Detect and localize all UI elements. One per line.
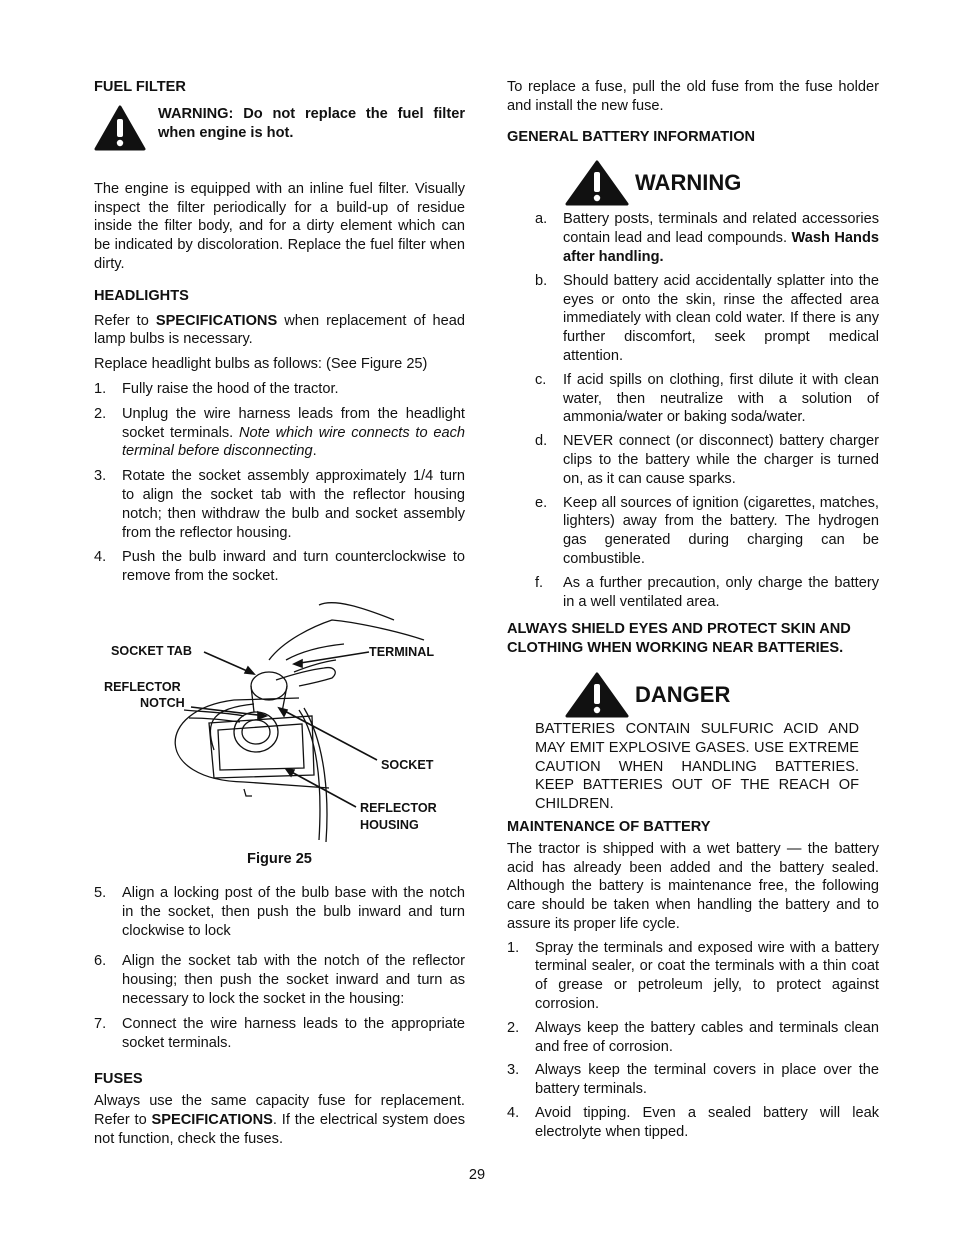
list-item: b. Should battery acid accidentally splatter into the eyes or onto the skin, rinse the affected area immediately with clean cold water. If there is any further discomfort, seek prompt medical attention. [535, 272, 879, 364]
headlights-heading: HEADLIGHTS [94, 287, 189, 304]
danger-banner-text: DANGER [635, 681, 731, 707]
headlights-refer: Refer to SPECIFICATIONS when replacement of head lamp bulbs is necessary. [94, 312, 465, 348]
list-item: 2. Unplug the wire harness leads from the headlight socket terminals. Note which wire connects to each terminal before disconnecting. [94, 405, 466, 460]
list-item: 1. Spray the terminals and exposed wire with a battery terminal sealer, or coat the terminals with a thin coat of grease or petroleum jelly, to protect against corrosion. [507, 939, 879, 1013]
fuses-heading: FUSES [94, 1071, 143, 1088]
fuses-body: Always use the same capacity fuse for replacement. Refer to SPECIFICATIONS. If the electrical system does not function, check the fuses. [94, 1093, 465, 1147]
label-reflector-housing-1: REFLECTOR [360, 800, 437, 815]
headlights-intro: Replace headlight bulbs as follows: (See Figure 25) [94, 356, 428, 373]
list-item: d. NEVER connect (or disconnect) battery charger clips to the battery while the charger is turned on, as it can cause sparks. [535, 433, 879, 487]
warning-triangle-icon [565, 160, 629, 206]
label-reflector-notch-1: REFLECTOR [104, 679, 181, 694]
label-reflector-housing-2: HOUSING [360, 817, 419, 832]
headlights-steps [94, 380, 465, 586]
list-item: 5. Align a locking post of the bulb base with the notch in the socket, then push the bulb inward and turn clockwise to lock [94, 884, 465, 939]
maintenance-heading: MAINTENANCE OF BATTERY [507, 818, 711, 835]
battery-info-heading: GENERAL BATTERY INFORMATION [507, 128, 756, 145]
fuel-filter-body: The engine is equipped with an inline fuel filter. Visually inspect the filter periodically for a build-up of residue inside the filter body, and for a dirty element which can be indicated by discoloration. Replace the fuel filter when dirty. [94, 180, 465, 272]
battery-warning-list [535, 210, 879, 611]
label-socket-tab: SOCKET TAB [111, 643, 192, 658]
list-item: 4. Push the bulb inward and turn counterclockwise to remove from the socket. [94, 549, 465, 585]
warning-banner [565, 160, 879, 206]
warning-triangle-icon [94, 105, 146, 151]
list-item: 7. Connect the wire harness leads to the appropriate socket terminals. [94, 1015, 465, 1051]
label-socket: SOCKET [381, 757, 434, 772]
label-terminal: TERMINAL [369, 644, 435, 659]
maintenance-intro: The tractor is shipped with a wet battery — the battery acid has already been added and the battery sealed. Although the battery is maintenance free, the following care should be taken when handling the battery and to assure its proper life cycle. [507, 840, 879, 932]
warning-banner-text: WARNING [635, 169, 742, 195]
list-item: f. As a further precaution, only charge the battery in a well ventilated area. [535, 574, 879, 610]
list-item: 2. Always keep the battery cables and terminals clean and free of corrosion. [507, 1019, 879, 1055]
fuel-filter-warning-text: WARNING: Do not replace the fuel filter when engine is hot. [158, 105, 465, 141]
list-item: a. Battery posts, terminals and related accessories contain lead and lead compounds. Wash Hands after handling. [535, 211, 879, 265]
headlights-steps-continued [94, 884, 465, 1052]
list-item: 1. Fully raise the hood of the tractor. [94, 380, 339, 397]
list-item: c. If acid spills on clothing, first dilute it with clean water, then neutralize with a solution of ammonia/water or baking soda/water. [535, 371, 879, 426]
list-item: 3. Rotate the socket assembly approximately 1/4 turn to align the socket tab with the reflector housing notch; then withdraw the bulb and socket assembly from the reflector housing. [94, 468, 465, 541]
figure-25 [94, 600, 465, 868]
label-reflector-notch-2: NOTCH [140, 695, 185, 710]
left-column [94, 78, 465, 1149]
danger-triangle-icon [565, 672, 629, 718]
always-shield-text: ALWAYS SHIELD EYES AND PROTECT SKIN AND CLOTHING WHEN WORKING NEAR BATTERIES. [507, 621, 851, 657]
fuel-filter-heading: FUEL FILTER [94, 79, 186, 95]
list-item: 3. Always keep the terminal covers in place over the battery terminals. [507, 1062, 879, 1098]
list-item: e. Keep all sources of ignition (cigarettes, matches, lighters) away from the battery. The hydrogen gas generated during charging can be combustible. [535, 494, 879, 567]
right-column [507, 78, 879, 1142]
fuel-filter-warning [94, 105, 465, 151]
danger-banner [565, 672, 879, 718]
list-item: 6. Align the socket tab with the notch of the reflector housing; then push the socket inward and turn as necessary to lock the socket in the housing: [94, 953, 465, 1007]
figure-caption: Figure 25 [247, 850, 312, 867]
maintenance-steps [507, 939, 879, 1142]
danger-text: BATTERIES CONTAIN SULFURIC ACID AND MAY EMIT EXPLOSIVE GASES. USE EXTREME CAUTION WHEN HANDLING BATTERIES. KEEP BATTERIES OUT OF THE REACH OF CHILDREN. [535, 720, 859, 813]
page-number: 29 [468, 1167, 486, 1183]
fuse-replace-text: To replace a fuse, pull the old fuse from the fuse holder and install the new fuse. [507, 79, 879, 114]
list-item: 4. Avoid tipping. Even a sealed battery will leak electrolyte when tipped. [507, 1105, 879, 1140]
